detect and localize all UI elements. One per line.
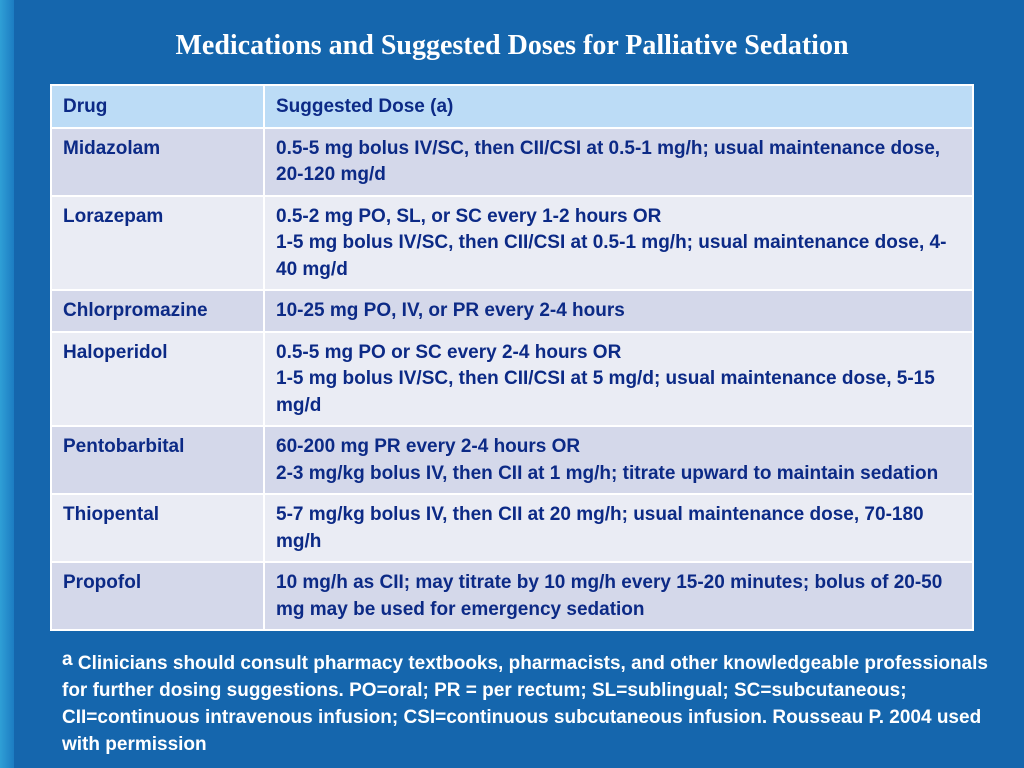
table-row bbox=[51, 196, 973, 291]
drug-name: Chlorpromazine bbox=[51, 290, 264, 332]
dose-line: 1-5 mg bolus IV/SC, then CII/CSI at 5 mg/d; usual maintenance dose, 5-15 mg/d bbox=[276, 368, 935, 416]
dose-line: 10-25 mg PO, IV, or PR every 2-4 hours bbox=[276, 300, 625, 321]
footnote-marker: a bbox=[62, 649, 73, 670]
dose-line: 0.5-5 mg PO or SC every 2-4 hours OR bbox=[276, 341, 622, 363]
slide-title: Medications and Suggested Doses for Palliative Sedation bbox=[175, 30, 849, 61]
table-row bbox=[51, 426, 973, 494]
dose-cell bbox=[264, 332, 973, 427]
left-accent-stripe bbox=[0, 0, 14, 768]
footnote-text: Clinicians should consult pharmacy textbooks, pharmacists, and other knowledgeable professionals for further dosing suggestions. PO=oral; PR = per rectum; SL=sublingual; SC=subcutaneous; CII=continuous intravenous infusion; CSI=continuous subcutaneous infusion. Rousseau P. 2004 used with permission bbox=[62, 653, 988, 755]
drug-name: Midazolam bbox=[51, 128, 264, 196]
dose-line: 60-200 mg PR every 2-4 hours OR bbox=[276, 436, 581, 457]
drug-name: Propofol bbox=[51, 562, 264, 630]
footnote bbox=[62, 650, 992, 758]
header-suggested-dose: Suggested Dose (a) bbox=[264, 85, 973, 128]
table-row bbox=[51, 562, 973, 630]
dose-line: 2-3 mg/kg bolus IV, then CII at 1 mg/h; titrate upward to maintain sedation bbox=[276, 462, 939, 484]
table-row bbox=[51, 290, 973, 332]
dose-line: 5-7 mg/kg bolus IV, then CII at 20 mg/h; usual maintenance dose, 70-180 mg/h bbox=[276, 504, 924, 552]
dose-table bbox=[50, 84, 974, 631]
drug-name: Thiopental bbox=[51, 494, 264, 562]
dose-line: 0.5-2 mg PO, SL, or SC every 1-2 hours OR bbox=[276, 205, 662, 227]
dose-line: 0.5-5 mg bolus IV/SC, then CII/CSI at 0.5-1 mg/h; usual maintenance dose, 20-120 mg/d bbox=[276, 137, 941, 185]
drug-name: Lorazepam bbox=[51, 196, 264, 291]
table-row bbox=[51, 128, 973, 196]
dose-cell bbox=[264, 494, 973, 562]
dose-cell bbox=[264, 426, 973, 494]
table-row bbox=[51, 494, 973, 562]
dose-cell bbox=[264, 290, 973, 332]
table-header-row bbox=[51, 85, 973, 128]
dose-cell bbox=[264, 196, 973, 291]
table-row bbox=[51, 332, 973, 427]
header-drug: Drug bbox=[51, 85, 264, 128]
drug-name: Pentobarbital bbox=[51, 426, 264, 494]
dose-cell bbox=[264, 562, 973, 630]
dose-line: 1-5 mg bolus IV/SC, then CII/CSI at 0.5-1 mg/h; usual maintenance dose, 4-40 mg/d bbox=[276, 232, 947, 280]
drug-name: Haloperidol bbox=[51, 332, 264, 427]
dose-cell bbox=[264, 128, 973, 196]
dose-line: 10 mg/h as CII; may titrate by 10 mg/h every 15-20 minutes; bolus of 20-50 mg may be used for emergency sedation bbox=[276, 572, 943, 620]
